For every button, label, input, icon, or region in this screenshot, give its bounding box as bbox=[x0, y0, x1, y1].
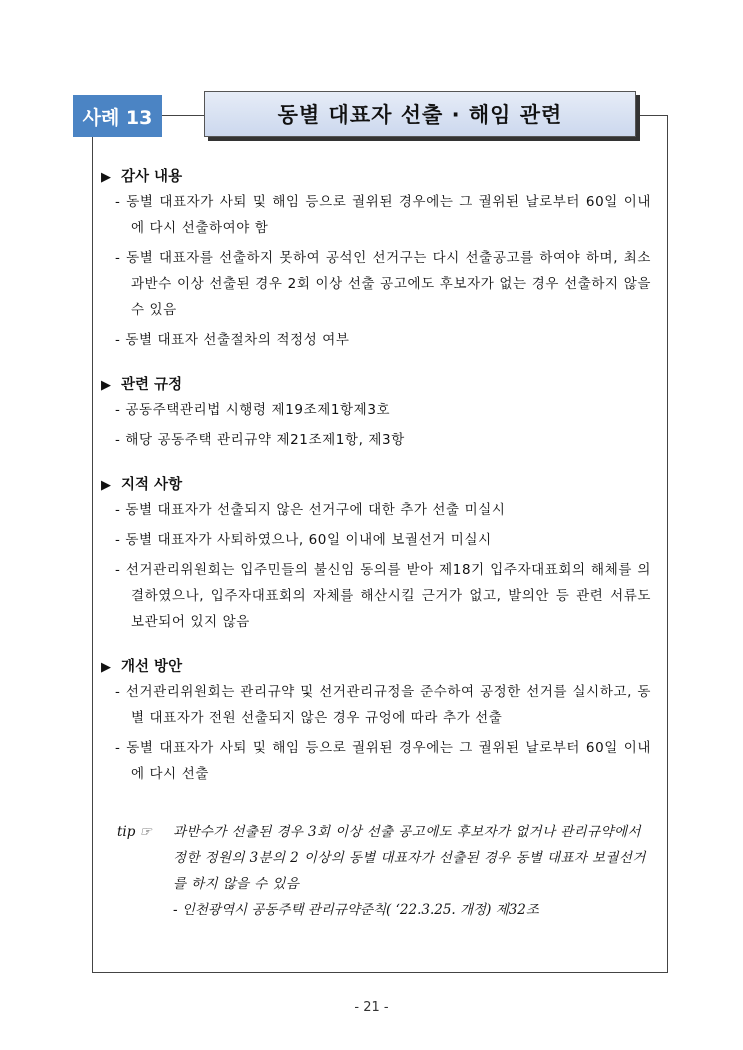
list-item: - 동별 대표자 선출절차의 적정성 여부 bbox=[115, 332, 350, 348]
section-heading: ▶ 감사 내용 bbox=[101, 165, 651, 189]
list-item: - 선거관리위원회는 관리규약 및 선거관리규정을 준수하여 공정한 선거를 실시하고, 동별 대표자가 전원 선출되지 않은 경우 규엉에 따라 추가 선출 bbox=[115, 684, 651, 726]
triangle-bullet-icon: ▶ bbox=[101, 170, 111, 185]
list-item: - 해당 공동주택 관리규약 제21조제1항, 제3항 bbox=[115, 432, 405, 448]
page-title: 동별 대표자 선출 · 해임 관련 bbox=[204, 91, 636, 137]
frame-top-line-right bbox=[637, 115, 668, 116]
triangle-bullet-icon: ▶ bbox=[101, 478, 111, 493]
list-item: - 동별 대표자가 선출되지 않은 선거구에 대한 추가 선출 미실시 bbox=[115, 502, 506, 518]
triangle-bullet-icon: ▶ bbox=[101, 660, 111, 675]
list-item: - 선거관리위원회는 입주민들의 불신임 동의를 받아 제18기 입주자대표회의 해체를 의결하였으나, 입주자대표회의 자체를 해산시킬 근거가 없고, 발의안 등 관련 서류도 보관되어 있지 않음 bbox=[115, 562, 651, 630]
section-heading: ▶ 지적 사항 bbox=[101, 473, 651, 497]
list-item: - 동별 대표자가 사퇴 및 해임 등으로 궐위된 경우에는 그 궐위된 날로부터 60일 이내에 다시 선출하여야 함 bbox=[115, 194, 651, 236]
list-item: - 동별 대표자가 사퇴하였으나, 60일 이내에 보궐선거 미실시 bbox=[115, 532, 492, 548]
tip-label: tip ☞ bbox=[117, 824, 152, 840]
tip-source: - 인천광역시 공동주택 관리규약준칙( ‘22.3.25. 개정) 제32조 bbox=[173, 902, 539, 918]
section-heading: ▶ 개선 방안 bbox=[101, 655, 651, 679]
content-body bbox=[101, 165, 651, 787]
triangle-bullet-icon: ▶ bbox=[101, 378, 111, 393]
tip-body: 과반수가 선출된 경우 3회 이상 선출 공고에도 후보자가 없거나 관리규약에서 정한 정원의 3분의 2 이상의 동별 대표자가 선출된 경우 동별 대표자 보궐선거를 하지 않을 수 있음 bbox=[173, 824, 646, 892]
list-item: - 동별 대표자가 사퇴 및 해임 등으로 궐위된 경우에는 그 궐위된 날로부터 60일 이내에 다시 선출 bbox=[115, 740, 651, 782]
list-item: - 동별 대표자를 선출하지 못하여 공석인 선거구는 다시 선출공고를 하여야 하며, 최소 과반수 이상 선출된 경우 2회 이상 선출 공고에도 후보자가 없는 경우 선출하지 않을 수 있음 bbox=[115, 250, 651, 318]
section-heading: ▶ 관련 규정 bbox=[101, 373, 651, 397]
page-number: - 21 - bbox=[354, 1000, 389, 1015]
frame-top-line-left bbox=[161, 115, 205, 116]
list-item: - 공동주택관리법 시행령 제19조제1항제3호 bbox=[115, 402, 391, 418]
case-label: 사례 13 bbox=[73, 95, 162, 137]
tip-box bbox=[117, 819, 657, 923]
